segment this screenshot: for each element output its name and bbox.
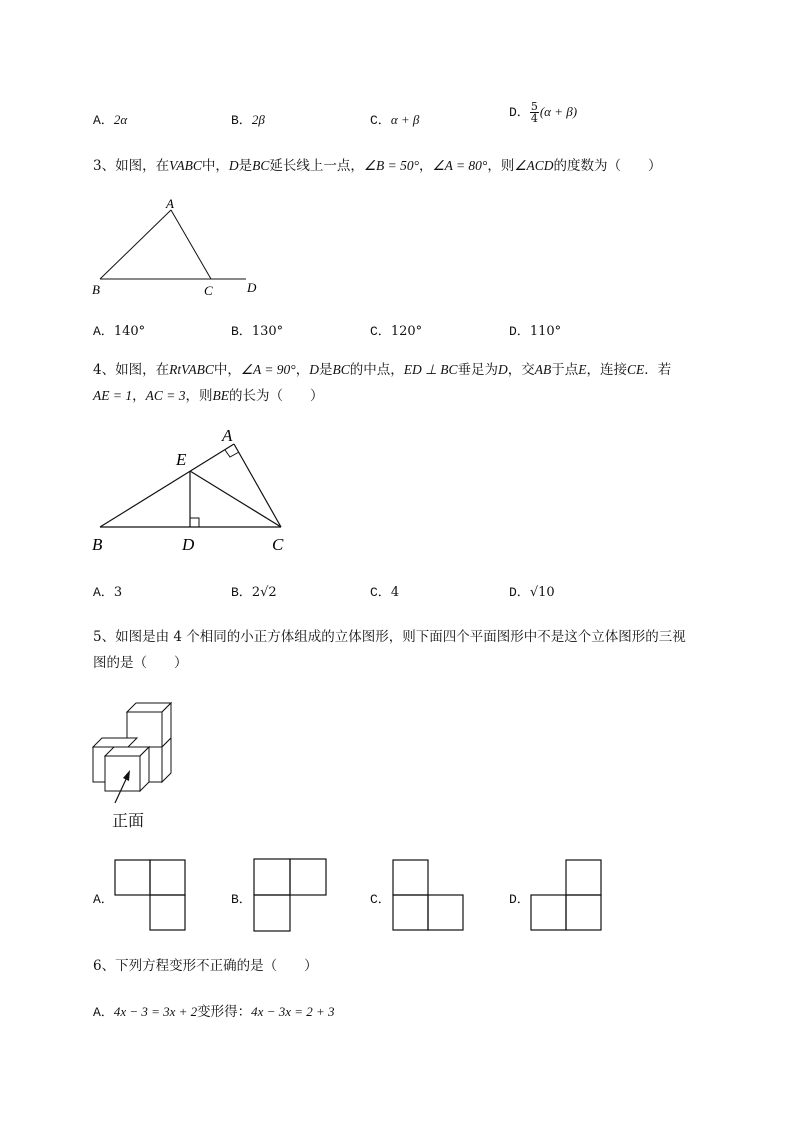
math: VABC [181, 362, 214, 377]
question-6-stem: 6、下列方程变形不正确的是（ ） [93, 958, 318, 974]
option-label: B． [231, 892, 252, 907]
question-4-stem [93, 357, 743, 409]
q5-option-c-label [370, 888, 391, 907]
question-5-line-1: 5、如图是由 4 个相同的小正方体组成的立体图形，则下面四个平面图形中不是这个立体图形的三视 [93, 629, 686, 645]
option-label: D． [509, 892, 530, 907]
option-label: A． [93, 113, 114, 128]
text: 3、如图，在 [93, 158, 170, 174]
text: 的长为（ ） [228, 388, 324, 404]
math: 4x − 3 = 3x + 2 [113, 1004, 198, 1019]
option-value: 110° [529, 324, 562, 339]
q4-option-c [370, 581, 399, 600]
text: 是 [318, 362, 333, 378]
segment-ab [100, 210, 171, 279]
math: VABC [169, 158, 202, 173]
label-d: D [182, 535, 195, 554]
math: ∠ACD [514, 158, 554, 173]
math: AE = 1 [93, 388, 133, 403]
label-e: E [176, 450, 187, 469]
text: 4、如图，在 [93, 362, 170, 378]
text: ， [132, 388, 146, 404]
option-label: A． [93, 892, 114, 907]
q5-option-a-label [93, 888, 114, 907]
q3-option-b [231, 320, 283, 339]
q3-option-d [509, 320, 561, 339]
text: 于点 [551, 362, 579, 378]
question-5-line-2: 图的是（ ） [93, 655, 188, 671]
math: AB [534, 362, 552, 377]
segment-ac [171, 210, 211, 279]
label-c: C [204, 283, 213, 298]
q3-triangle-figure [90, 195, 270, 300]
q4-right-triangle-figure [88, 420, 298, 560]
option-label: B． [231, 324, 252, 339]
math: ∠A = 80° [432, 158, 488, 173]
question-4-line-1 [93, 357, 743, 383]
label-a: A [222, 426, 233, 445]
right-angle-mark-a [225, 450, 239, 457]
option-value: 130° [251, 324, 284, 339]
text: 是 [238, 158, 253, 174]
option-label: C． [370, 324, 391, 339]
fraction-denominator: 4 [530, 112, 538, 125]
option-value: 2α [113, 112, 128, 127]
option-value: 4 [390, 585, 400, 600]
math: ∠A = 90° [240, 362, 296, 377]
label-b: B [92, 282, 100, 297]
text: 垂足为 [457, 362, 498, 378]
fraction [530, 101, 539, 124]
question-5-stem [93, 624, 743, 676]
q5-option-b-shape [252, 857, 328, 933]
front-label: 正面 [112, 811, 145, 830]
option-value: 2√2 [251, 585, 277, 600]
text: ，则 [185, 388, 213, 404]
q2-option-b [231, 109, 265, 128]
math: ∠B = 50° [363, 158, 419, 173]
q5-option-d-label [509, 888, 530, 907]
math: CE [627, 362, 645, 377]
option-value: (α + β) [539, 104, 578, 119]
option-label: A． [93, 1005, 114, 1020]
text: ，连接 [586, 362, 627, 378]
math: BE [212, 388, 229, 403]
q5-option-d-shape [529, 858, 603, 932]
text: ，则 [487, 158, 515, 174]
q5-option-c-shape [391, 858, 465, 932]
q2-option-a [93, 109, 127, 128]
option-label: C． [370, 585, 391, 600]
q5-option-b-label [231, 888, 252, 907]
math: D [498, 362, 508, 377]
text: 的度数为（ ） [553, 158, 662, 174]
text: 中， [201, 158, 229, 174]
q4-option-b [231, 581, 277, 600]
q5-option-a-shape [113, 858, 187, 932]
text: ， [418, 158, 433, 174]
text: ，交 [507, 362, 535, 378]
segment-ec [190, 471, 281, 527]
q3-option-a [93, 320, 145, 339]
option-value: √10 [529, 585, 555, 600]
text: 延长线上一点， [269, 158, 364, 174]
q4-option-a [93, 581, 122, 600]
text: 变形得： [197, 1004, 252, 1020]
option-label: A． [93, 324, 114, 339]
q4-option-d [509, 581, 555, 600]
label-b: B [92, 535, 103, 554]
option-value: 2β [251, 112, 265, 127]
text: ．若 [644, 362, 672, 378]
option-label: A． [93, 585, 114, 600]
option-label: B． [231, 113, 252, 128]
q6-option-a [93, 1000, 335, 1020]
label-c: C [272, 535, 284, 554]
option-value: 3 [113, 585, 123, 600]
option-label: C． [370, 113, 391, 128]
question-4-line-2 [93, 383, 743, 409]
math: Rt [169, 362, 182, 377]
label-a: A [166, 196, 174, 211]
segment-ac [234, 444, 281, 527]
math: BC [252, 158, 270, 173]
question-3-stem [93, 153, 743, 179]
option-label: B． [231, 585, 252, 600]
q2-option-c [370, 109, 419, 128]
math: D [228, 158, 239, 173]
option-value: α + β [390, 112, 420, 127]
option-label: D． [509, 324, 530, 339]
right-angle-mark-d [190, 518, 199, 527]
option-value: 120° [390, 324, 423, 339]
option-value: 140° [113, 324, 146, 339]
q3-option-c [370, 320, 422, 339]
math: D [309, 362, 319, 377]
math: AC = 3 [145, 388, 186, 403]
text: 的中点， [349, 362, 404, 378]
q2-option-d [509, 101, 577, 124]
math: ED ⊥ BC [403, 362, 458, 377]
fraction-numerator: 5 [530, 100, 538, 113]
math: BC [332, 362, 350, 377]
text: 中， [213, 362, 241, 378]
option-label: C． [370, 892, 391, 907]
text: ， [295, 362, 310, 378]
math: 4x − 3x = 2 + 3 [251, 1004, 335, 1019]
math: E [578, 362, 587, 377]
option-label: D． [509, 105, 530, 120]
label-d: D [247, 280, 257, 295]
option-label: D． [509, 585, 530, 600]
